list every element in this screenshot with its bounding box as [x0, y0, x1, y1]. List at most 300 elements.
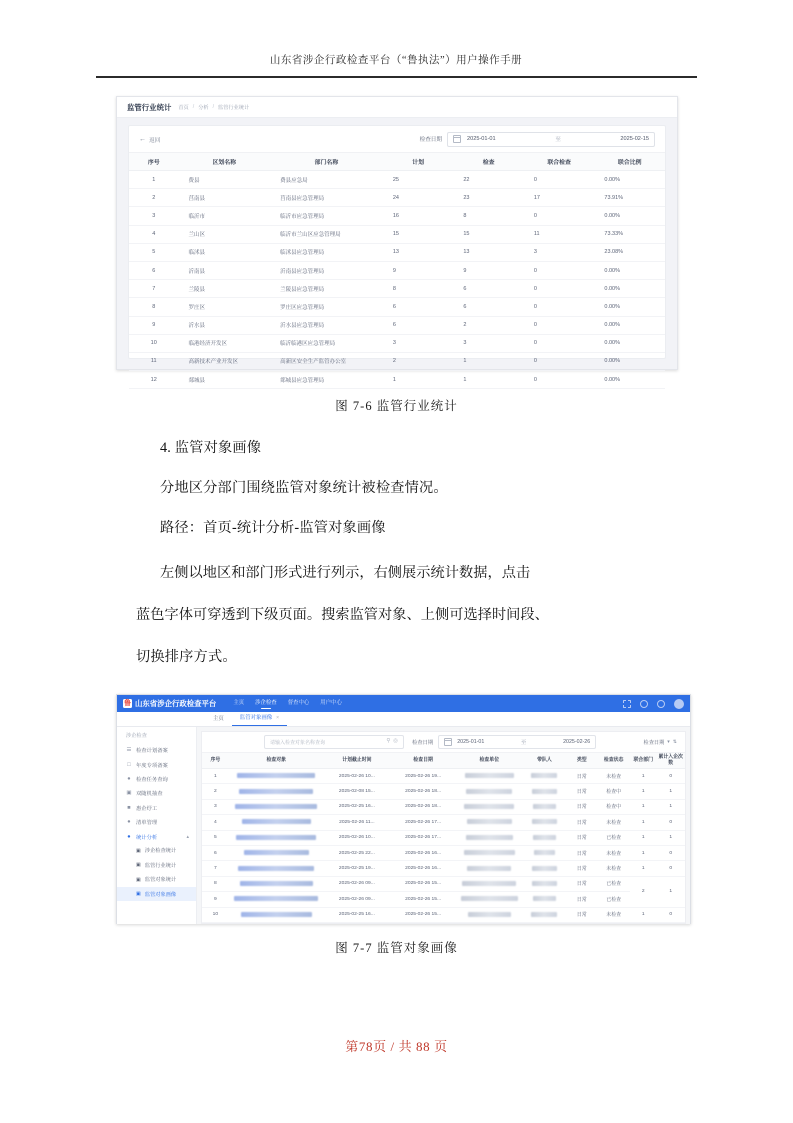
redacted-leader — [532, 819, 557, 824]
cell-index: 5 — [202, 830, 229, 845]
cell-plan-time: 2025-02-08 15... — [324, 784, 390, 799]
cell-type: 日常 — [566, 830, 597, 845]
cell-joint[interactable]: 3 — [524, 243, 595, 261]
sort-label: 检查日期 — [643, 739, 665, 746]
table-row[interactable] — [202, 799, 685, 814]
cell-object[interactable] — [229, 784, 324, 799]
cell-object[interactable] — [229, 892, 324, 907]
table-row[interactable] — [202, 815, 685, 830]
table-row[interactable] — [129, 371, 665, 389]
sidebar-item-enterprise-benefit[interactable] — [117, 801, 196, 815]
date-range-input[interactable] — [447, 132, 655, 147]
redacted-unit — [466, 835, 514, 840]
cell-type: 日常 — [566, 876, 597, 891]
app-body — [117, 727, 690, 924]
table-row[interactable] — [202, 892, 685, 907]
table-row[interactable] — [129, 280, 665, 298]
cell-plan-time: 2025-02-26 11... — [324, 815, 390, 830]
sidebar-sub-label: 监管对象画像 — [144, 891, 177, 898]
cell-check[interactable]: 2 — [453, 316, 524, 334]
content-card — [201, 731, 686, 924]
cell-leader — [522, 907, 566, 922]
redacted-object-name — [236, 835, 316, 840]
cell-joint[interactable]: 17 — [524, 189, 595, 207]
cell-department: 沂南县应急管理局 — [270, 261, 383, 279]
cell-leader — [522, 861, 566, 876]
page-number: 第78页 / 共 88 页 — [345, 1039, 448, 1054]
column-header-check-unit[interactable]: 检查单位 — [456, 753, 522, 769]
search-icon[interactable]: ⚲ — [386, 738, 391, 745]
sidebar-sub-label: 涉企检查统计 — [144, 848, 177, 855]
date-range-to-label: 至 — [555, 137, 561, 143]
breadcrumb-item-1[interactable]: 分析 — [198, 104, 209, 111]
cell-leader — [522, 845, 566, 860]
cell-leader — [522, 876, 566, 891]
cell-department: 费县应急局 — [270, 171, 383, 189]
column-header-status[interactable]: 检查状态 — [597, 753, 630, 769]
cell-region: 沂南县 — [178, 261, 270, 279]
breadcrumb-separator: / — [212, 104, 215, 110]
cell-ratio: 0.00% — [594, 316, 665, 334]
cell-plan-time: 2025-02-25 16... — [324, 799, 390, 814]
app-title: 山东省涉企行政检查平台 — [135, 699, 217, 708]
column-header-department[interactable]: 部门名称 — [270, 153, 383, 171]
cell-joint[interactable]: 11 — [524, 225, 595, 243]
cell-region: 罗庄区 — [178, 298, 270, 316]
settings-icon[interactable] — [657, 700, 665, 708]
cell-plan[interactable]: 9 — [383, 261, 454, 279]
table-body — [129, 171, 665, 389]
cell-plan[interactable]: 13 — [383, 243, 454, 261]
cell-joint-dept: 1 — [630, 769, 656, 784]
chevron-down-icon: ▾ — [667, 739, 670, 745]
table-row[interactable] — [129, 225, 665, 243]
sidebar — [117, 727, 197, 924]
cell-index: 9 — [202, 892, 229, 907]
cell-status: 检查中 — [597, 784, 630, 799]
redacted-object-name — [235, 804, 317, 809]
redacted-leader — [533, 804, 556, 809]
cell-plan[interactable]: 15 — [383, 225, 454, 243]
date-start-value: 2025-01-01 — [467, 136, 496, 142]
column-header-joint-ratio[interactable]: 联合比例 — [594, 153, 665, 171]
tab-bar — [117, 712, 690, 727]
redacted-object-name — [238, 866, 314, 871]
top-nav-user[interactable]: 用户中心 — [320, 700, 342, 706]
redacted-unit — [468, 912, 510, 917]
cell-ratio: 0.00% — [594, 261, 665, 279]
sidebar-item-label: 清单管理 — [136, 820, 158, 827]
redacted-leader — [533, 835, 557, 840]
section-heading: 4. 监管对象画像 — [160, 440, 262, 456]
cell-status: 未检查 — [597, 907, 630, 922]
cell-status: 检查中 — [597, 799, 630, 814]
fig1-toolbar — [129, 126, 665, 153]
cell-joint[interactable]: 0 — [524, 261, 595, 279]
cell-index: 9 — [129, 316, 178, 334]
cell-department: 临沭县应急管理局 — [270, 243, 383, 261]
cell-check-unit — [456, 784, 522, 799]
column-header-joint-dept[interactable]: 联合部门 — [630, 753, 656, 769]
table-row[interactable] — [129, 171, 665, 189]
cell-plan[interactable]: 2 — [383, 352, 454, 370]
cell-type: 日常 — [566, 769, 597, 784]
search-actions — [386, 739, 398, 744]
column-header-index[interactable]: 序号 — [202, 753, 229, 769]
cell-index: 5 — [129, 243, 178, 261]
cell-department: 临沂市兰山区应急管理局 — [270, 225, 383, 243]
cell-index: 4 — [202, 815, 229, 830]
figure-7-6-screenshot — [116, 96, 678, 384]
top-nav-inspection[interactable]: 涉企检查 — [255, 698, 277, 709]
cell-index: 2 — [202, 784, 229, 799]
search-input[interactable] — [264, 735, 404, 749]
redacted-leader — [532, 789, 556, 794]
cell-index: 8 — [202, 876, 229, 891]
table-row[interactable] — [129, 316, 665, 334]
cell-check-date: 2025-02-26 18... — [390, 784, 456, 799]
cell-joint[interactable]: 0 — [524, 207, 595, 225]
cell-joint[interactable]: 0 — [524, 280, 595, 298]
cell-ratio: 0.00% — [594, 298, 665, 316]
top-nav-supervise[interactable]: 督查中心 — [287, 700, 310, 706]
sidebar-item-double-random[interactable] — [117, 786, 196, 800]
cell-object[interactable] — [229, 830, 324, 845]
cell-index: 3 — [129, 207, 178, 225]
cell-index: 1 — [129, 171, 178, 189]
redacted-unit — [461, 896, 518, 901]
cell-check[interactable]: 8 — [453, 207, 524, 225]
cell-object[interactable] — [229, 845, 324, 860]
cell-check-unit — [456, 815, 522, 830]
breadcrumb-item-2: 监管行业统计 — [218, 104, 250, 111]
sidebar-item-label: 检查任务查询 — [136, 776, 168, 783]
cell-region: 临港经济开发区 — [178, 334, 270, 352]
cell-plan[interactable]: 25 — [383, 171, 454, 189]
cell-object[interactable] — [229, 769, 324, 784]
date-end-value: 2025-02-15 — [620, 136, 650, 142]
table-row[interactable] — [129, 261, 665, 279]
cell-check-unit — [456, 907, 522, 922]
fig1-window-title: 监管行业统计 — [127, 102, 172, 112]
cell-visit-count: 1 — [656, 784, 685, 799]
cell-object[interactable] — [229, 876, 324, 891]
column-header-leader[interactable]: 带队人 — [522, 753, 566, 769]
cell-region: 临沂市 — [178, 207, 270, 225]
arrow-left-icon: ← — [139, 135, 146, 143]
cell-check[interactable]: 22 — [453, 171, 524, 189]
cell-region: 兰山区 — [178, 225, 270, 243]
date-range-to-label: 至 — [521, 740, 527, 746]
cell-status: 未检查 — [597, 861, 630, 876]
clipboard-icon: ☰ — [126, 747, 132, 754]
redacted-leader — [532, 866, 556, 871]
cell-check-date: 2025-02-26 15... — [390, 876, 456, 891]
table-header-row — [129, 153, 665, 171]
table-row[interactable] — [202, 769, 685, 784]
redacted-unit — [464, 850, 515, 855]
cell-check-date: 2025-02-26 16... — [390, 845, 456, 860]
sidebar-item-object-profile[interactable] — [117, 887, 196, 901]
avatar[interactable] — [674, 699, 684, 709]
cell-plan[interactable]: 1 — [383, 371, 454, 389]
cell-visit-count: 0 — [656, 769, 685, 784]
cell-index: 10 — [129, 334, 178, 352]
cell-check-date: 2025-02-26 16... — [390, 861, 456, 876]
redacted-leader — [532, 881, 557, 886]
redacted-object-name — [242, 819, 311, 824]
cell-plan[interactable]: 6 — [383, 298, 454, 316]
cell-index: 11 — [129, 352, 178, 370]
cell-joint[interactable]: 0 — [524, 352, 595, 370]
sidebar-item-task-query[interactable] — [117, 772, 196, 786]
cell-object[interactable] — [229, 907, 324, 922]
cell-check[interactable]: 9 — [453, 261, 524, 279]
cell-object[interactable] — [229, 861, 324, 876]
cell-plan[interactable]: 6 — [383, 316, 454, 334]
tab-object-profile[interactable] — [232, 712, 287, 726]
cell-visit-count: 1 — [656, 830, 685, 845]
paragraph-desc-line3: 切换排序方式。 — [136, 649, 237, 665]
page-footer — [0, 1036, 793, 1055]
logo-icon: 鲁 — [124, 700, 131, 707]
cell-joint-dept: 2 — [630, 876, 656, 907]
cell-joint-dept: 1 — [630, 830, 656, 845]
cell-plan-time: 2025-02-26 10... — [324, 830, 390, 845]
cell-check[interactable]: 15 — [453, 225, 524, 243]
cell-joint-dept: 1 — [630, 784, 656, 799]
cell-plan[interactable]: 8 — [383, 280, 454, 298]
cell-object[interactable] — [229, 799, 324, 814]
cell-visit-count: 0 — [656, 815, 685, 830]
calendar-icon: □ — [127, 761, 131, 768]
running-header: 山东省涉企行政检查平台（“鲁执法”）用户操作手册 — [269, 55, 523, 66]
sidebar-item-industry-stats[interactable] — [117, 858, 196, 872]
column-header-type[interactable]: 类型 — [566, 753, 597, 769]
doc-icon: ▣ — [136, 891, 141, 898]
sort-selector[interactable] — [644, 739, 677, 746]
cell-leader — [522, 769, 566, 784]
cell-plan[interactable]: 16 — [383, 207, 454, 225]
table-row[interactable] — [129, 189, 665, 207]
cell-ratio: 0.00% — [594, 371, 665, 389]
sidebar-item-list-management[interactable] — [117, 815, 196, 829]
cell-ratio: 73.33% — [594, 225, 665, 243]
redacted-object-name — [240, 881, 313, 886]
cell-leader — [522, 830, 566, 845]
cell-index: 4 — [129, 225, 178, 243]
sidebar-section-title: 涉企检查 — [126, 733, 147, 739]
cell-joint[interactable]: 0 — [524, 171, 595, 189]
cell-type: 日常 — [566, 861, 597, 876]
table-row[interactable] — [129, 207, 665, 225]
cell-check-unit — [456, 769, 522, 784]
cell-ratio: 0.00% — [594, 352, 665, 370]
cell-index: 7 — [129, 280, 178, 298]
cell-plan-time: 2025-02-26 10... — [324, 769, 390, 784]
cell-leader — [522, 799, 566, 814]
cell-status: 已检查 — [597, 830, 630, 845]
cell-check-date: 2025-02-26 17... — [390, 830, 456, 845]
cell-region: 高新技术产业开发区 — [178, 352, 270, 370]
column-header-plan-time[interactable]: 计划截止时间 — [324, 753, 390, 769]
date-range-input[interactable] — [438, 735, 596, 749]
sidebar-item-label: 惠企纾工 — [136, 805, 158, 812]
cell-check[interactable]: 6 — [453, 298, 524, 316]
redacted-unit — [464, 804, 514, 809]
figure-7-7-caption: 图 7-7 监管对象画像 — [335, 941, 458, 955]
cell-joint[interactable]: 0 — [524, 334, 595, 352]
chevron-up-icon[interactable]: ▴ — [186, 833, 189, 840]
redacted-leader — [531, 773, 557, 778]
redacted-leader — [533, 896, 556, 901]
column-header-joint-check[interactable]: 联合检查 — [524, 153, 595, 171]
redacted-object-name — [239, 789, 313, 794]
cell-leader — [522, 815, 566, 830]
redacted-leader — [531, 912, 557, 917]
table-row[interactable] — [129, 352, 665, 370]
cell-joint-dept: 1 — [630, 845, 656, 860]
cell-check-date: 2025-02-26 15... — [390, 892, 456, 907]
sidebar-item-plan-filing[interactable] — [117, 743, 196, 757]
paragraph-path: 路径：首页-统计分析-监管对象画像 — [160, 520, 386, 536]
cell-status: 已检查 — [597, 876, 630, 891]
cell-region: 费县 — [178, 171, 270, 189]
cell-check-date: 2025-02-26 19... — [390, 769, 456, 784]
table-header-row — [202, 753, 685, 769]
cell-index: 10 — [202, 907, 229, 922]
cell-plan[interactable]: 3 — [383, 334, 454, 352]
column-header-plan[interactable]: 计划 — [383, 153, 454, 171]
table-row[interactable] — [129, 243, 665, 261]
cell-check-date: 2025-02-26 18... — [390, 799, 456, 814]
cell-department: 郯城县应急管理局 — [270, 371, 383, 389]
cell-region: 莒南县 — [178, 189, 270, 207]
cell-leader — [522, 892, 566, 907]
calendar-icon — [444, 738, 452, 746]
cell-check[interactable]: 13 — [453, 243, 524, 261]
grid-icon[interactable] — [623, 700, 631, 708]
sort-order-icon[interactable]: ⇅ — [672, 739, 677, 745]
redacted-unit — [467, 866, 511, 871]
column-header-index[interactable]: 序号 — [129, 153, 178, 171]
cell-object[interactable] — [229, 815, 324, 830]
cell-check[interactable]: 1 — [453, 371, 524, 389]
cell-joint[interactable]: 0 — [524, 316, 595, 334]
cell-index: 7 — [202, 861, 229, 876]
date-end-value: 2025-02-26 — [563, 739, 591, 745]
sidebar-sub-label: 监管行业统计 — [144, 862, 177, 869]
top-navigation — [233, 698, 342, 709]
cell-joint-dept: 1 — [630, 799, 656, 814]
calendar-icon — [453, 135, 461, 143]
sidebar-item-object-stats[interactable] — [117, 873, 196, 887]
doc-icon: ▣ — [136, 847, 141, 854]
window-controls — [623, 699, 684, 709]
cell-ratio: 0.00% — [594, 171, 665, 189]
cell-check-date: 2025-02-26 17... — [390, 815, 456, 830]
column-header-check[interactable]: 检查 — [453, 153, 524, 171]
paragraph-intro: 分地区分部门围绕监管对象统计被检查情况。 — [160, 480, 448, 496]
sidebar-item-inspection-stats[interactable] — [117, 844, 196, 858]
breadcrumb-item-0[interactable]: 首页 — [178, 104, 189, 111]
sidebar-sub-label: 监管对象统计 — [144, 877, 177, 884]
sidebar-item-annual-special[interactable] — [117, 757, 196, 771]
cell-department: 高新区安全生产监管办公室 — [270, 352, 383, 370]
table-row[interactable] — [202, 876, 685, 891]
cell-status: 未检查 — [597, 815, 630, 830]
cell-type: 日常 — [566, 799, 597, 814]
search-placeholder: 请输入检查对象名称查询 — [270, 739, 326, 746]
table-row[interactable] — [129, 334, 665, 352]
redacted-unit — [466, 789, 512, 794]
cell-joint[interactable]: 0 — [524, 371, 595, 389]
cell-check-unit — [456, 799, 522, 814]
table-row[interactable] — [202, 861, 685, 876]
clear-icon[interactable]: ◎ — [393, 738, 398, 745]
sidebar-group-statistics[interactable] — [117, 829, 196, 843]
cell-joint[interactable]: 0 — [524, 298, 595, 316]
list-icon: ● — [127, 819, 131, 826]
cell-index: 6 — [202, 845, 229, 860]
cell-visit-count: 0 — [656, 861, 685, 876]
cell-type: 日常 — [566, 892, 597, 907]
cell-index: 3 — [202, 799, 229, 814]
column-header-object[interactable]: 检查对象 — [229, 753, 324, 769]
column-header-visit-count[interactable]: 累计入企次数 — [656, 753, 685, 769]
column-header-check-date[interactable]: 检查日期 — [390, 753, 456, 769]
table-row[interactable] — [202, 830, 685, 845]
sidebar-group-label: 统计分析 — [136, 834, 158, 841]
date-filter — [412, 735, 596, 749]
cell-plan[interactable]: 24 — [383, 189, 454, 207]
paragraph-desc-line1: 左侧以地区和部门形式进行列示，右侧展示统计数据，点击 — [160, 565, 531, 581]
cell-check[interactable]: 1 — [453, 352, 524, 370]
cell-visit-count: 1 — [656, 799, 685, 814]
cell-joint-dept: 1 — [630, 815, 656, 830]
cell-check[interactable]: 23 — [453, 189, 524, 207]
person-icon: ■ — [127, 804, 131, 811]
back-button[interactable] — [139, 135, 161, 144]
table-row[interactable] — [202, 907, 685, 922]
redacted-object-name — [241, 912, 312, 917]
table-row[interactable] — [202, 784, 685, 799]
cell-check[interactable]: 3 — [453, 334, 524, 352]
paragraph-desc-line2: 蓝色字体可穿透到下级页面。搜索监管对象、上侧可选择时间段、 — [136, 607, 549, 623]
table-row[interactable] — [129, 298, 665, 316]
table-row[interactable] — [202, 845, 685, 860]
redacted-unit — [465, 773, 514, 778]
cell-check-unit — [456, 892, 522, 907]
cell-status: 未检查 — [597, 769, 630, 784]
cell-check[interactable]: 6 — [453, 280, 524, 298]
cell-visit-count: 0 — [656, 845, 685, 860]
cell-ratio: 73.91% — [594, 189, 665, 207]
column-header-region[interactable]: 区划名称 — [178, 153, 270, 171]
tab-home[interactable]: 主页 — [213, 716, 224, 722]
top-nav-home[interactable]: 主页 — [233, 700, 245, 706]
date-filter-label: 检查日期 — [412, 740, 434, 746]
help-icon[interactable] — [640, 700, 648, 708]
tab-label: 监管对象画像 — [239, 715, 273, 721]
cell-check-date: 2025-02-26 15... — [390, 907, 456, 922]
redacted-unit — [462, 881, 516, 886]
close-icon[interactable]: × — [276, 715, 280, 721]
cell-type: 日常 — [566, 784, 597, 799]
figure-7-6-caption: 图 7-6 监管行业统计 — [335, 399, 458, 413]
table-body — [202, 769, 685, 923]
chart-icon: ● — [127, 833, 131, 840]
